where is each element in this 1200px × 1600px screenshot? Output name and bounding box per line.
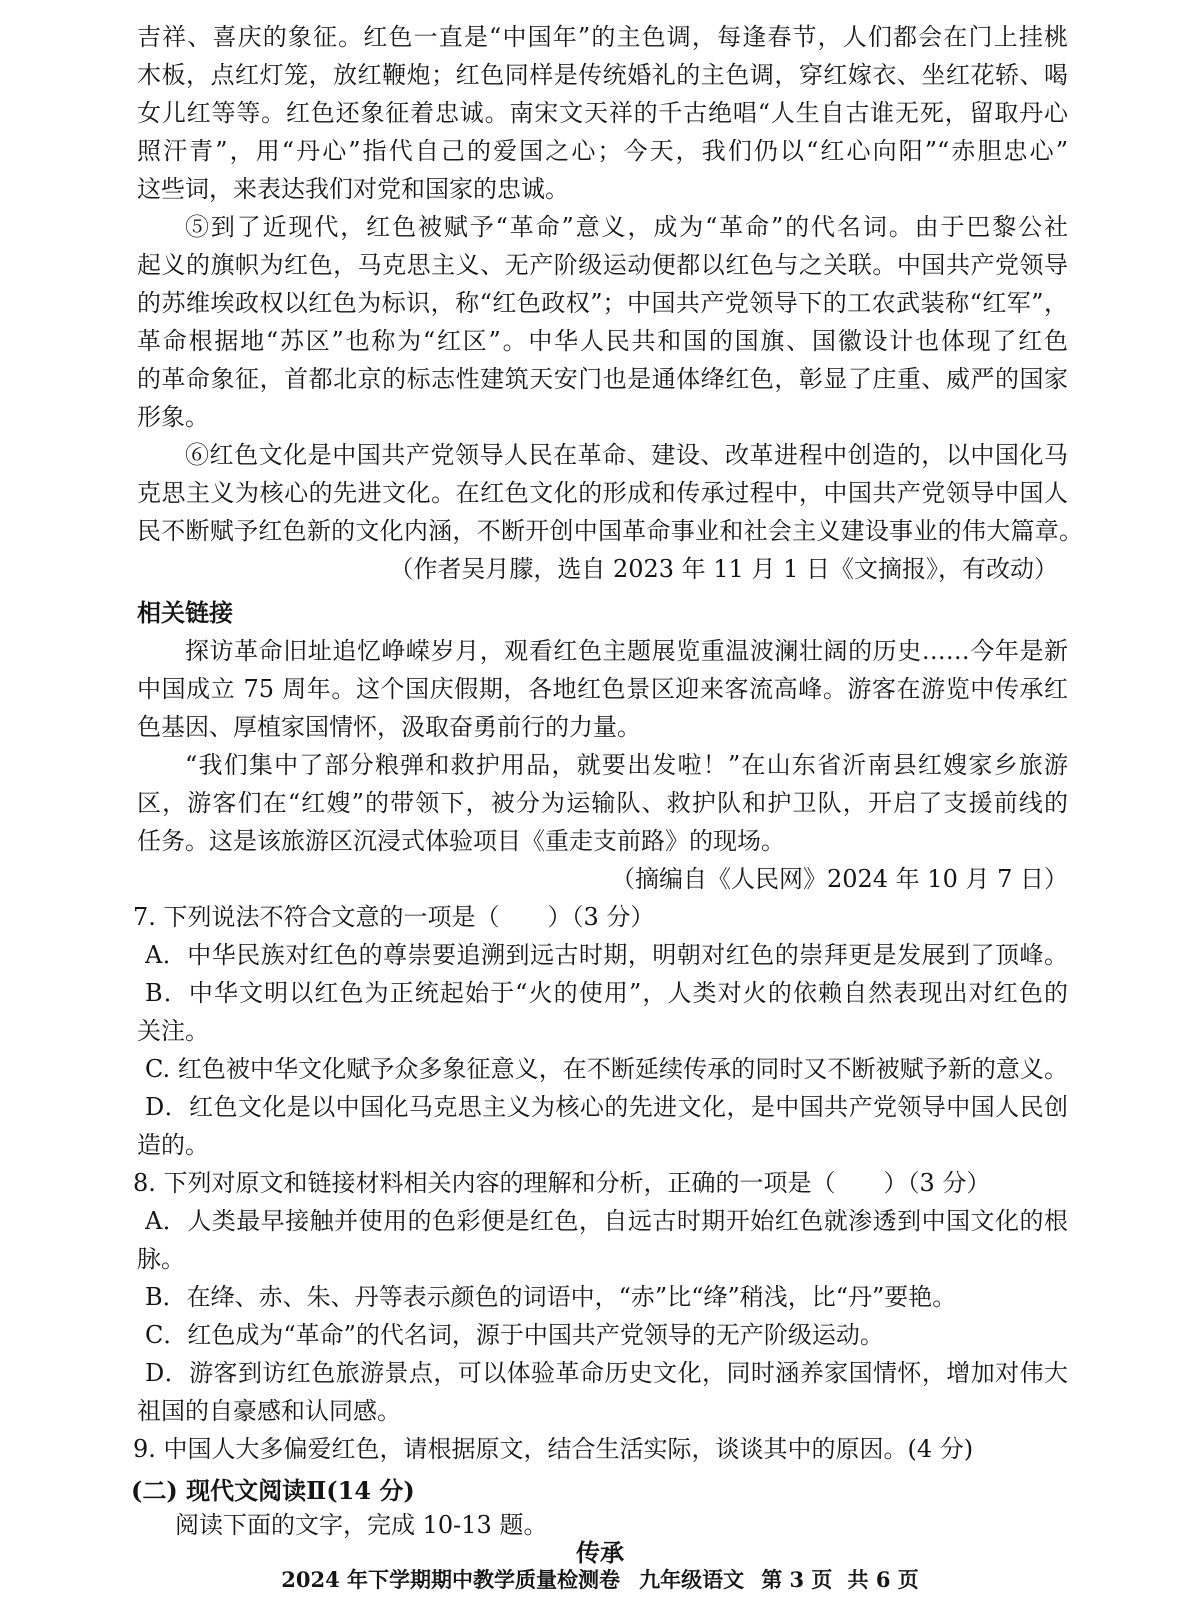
option-a-cont: 脉。 (137, 1245, 185, 1273)
text-line: “我们集中了部分粮弹和救护用品，就要出发啦！”在山东省沂南县红嫂家乡旅游 (185, 751, 1068, 779)
footer-exam-name: 2024 年下学期期中教学质量检测卷 (281, 1567, 620, 1592)
question-9-stem: 9. 中国人大多偏爱红色，请根据原文，结合生活实际，谈谈其中的原因。(4 分) (133, 1435, 974, 1463)
text-line: 这些词，来表达我们对党和国家的忠诚。 (137, 175, 569, 203)
text-line: 色基因、厚植家国情怀，汲取奋勇前行的力量。 (137, 713, 641, 741)
text-line: 克思主义为核心的先进文化。在红色文化的形成和传承过程中，中国共产党领导中国人 (137, 479, 1068, 507)
footer-subject: 九年级语文 (639, 1567, 745, 1592)
related-link-source: （摘编自《人民网》2024 年 10 月 7 日） (610, 865, 1068, 893)
related-link-heading: 相关链接 (137, 598, 233, 627)
text-line: 起义的旗帜为红色，马克思主义、无产阶级运动便都以红色与之关联。中国共产党领导 (137, 251, 1068, 279)
option-d-cont: 造的。 (137, 1131, 209, 1159)
text-line: 女儿红等等。红色还象征着忠诚。南宋文天祥的千古绝唱“人生自古谁无死，留取丹心 (137, 99, 1068, 127)
text-line: 照汗青”，用“丹心”指代自己的爱国之心；今天，我们仍以“红心向阳”“赤胆忠心” (137, 137, 1068, 165)
footer-page-current: 第 3 页 (761, 1567, 833, 1592)
text-line: 区，游客们在“红嫂”的带领下，被分为运输队、救护队和护卫队，开启了支援前线的 (137, 789, 1068, 817)
source-note: （作者吴月朦，选自 2023 年 11 月 1 日《文摘报》，有改动） (389, 555, 1058, 583)
option-c: C. 红色被中华文化赋予众多象征意义，在不断延续传承的同时又不断被赋予新的意义。 (145, 1055, 1068, 1083)
option-d-cont: 祖国的自豪感和认同感。 (137, 1397, 401, 1425)
text-line: 的革命象征，首都北京的标志性建筑天安门也是通体绛红色，彰显了庄重、威严的国家 (137, 365, 1068, 393)
option-b: B．在绛、赤、朱、丹等表示颜色的词语中，“赤”比“绛”稍浅，比“丹”要艳。 (145, 1283, 957, 1311)
question-stem: 8. 下列对原文和链接材料相关内容的理解和分析，正确的一项是（ ）（3 分） (133, 1169, 991, 1197)
section-instruction: 阅读下面的文字，完成 10-13 题。 (175, 1511, 548, 1539)
option-d: D．红色文化是以中国化马克思主义为核心的先进文化，是中国共产党领导中国人民创 (145, 1093, 1068, 1121)
text-line: ⑥红色文化是中国共产党领导人民在革命、建设、改革进程中创造的，以中国化马 (185, 441, 1068, 469)
option-a: A．中华民族对红色的尊崇要追溯到远古时期，明朝对红色的崇拜更是发展到了顶峰。 (145, 941, 1068, 969)
footer-page-total: 共 6 页 (847, 1567, 919, 1592)
text-line: 探访革命旧址追忆峥嵘岁月，观看红色主题展览重温波澜壮阔的历史……今年是新 (185, 637, 1068, 665)
question-stem: 7. 下列说法不符合文意的一项是（ ）（3 分） (133, 903, 655, 931)
text-line: 的苏维埃政权以红色为标识，称“红色政权”；中国共产党领导下的工农武装称“红军”， (137, 289, 1068, 317)
option-a: A．人类最早接触并使用的色彩便是红色，自远古时期开始红色就渗透到中国文化的根 (145, 1207, 1068, 1235)
text-line: ⑤到了近现代，红色被赋予“革命”意义，成为“革命”的代名词。由于巴黎公社 (185, 213, 1068, 241)
text-line: 吉祥、喜庆的象征。红色一直是“中国年”的主色调，每逢春节，人们都会在门上挂桃 (137, 23, 1068, 51)
text-line: 中国成立 75 周年。这个国庆假期，各地红色景区迎来客流高峰。游客在游览中传承红 (137, 675, 1068, 703)
story-title: 传承 (576, 1538, 624, 1567)
text-line: 任务。这是该旅游区沉浸式体验项目《重走支前路》的现场。 (137, 827, 785, 855)
option-d: D．游客到访红色旅游景点，可以体验革命历史文化，同时涵养家国情怀，增加对伟大 (145, 1359, 1068, 1387)
page-footer (0, 1564, 1200, 1598)
text-line: 革命根据地“苏区”也称为“红区”。中华人民共和国的国旗、国徽设计也体现了红色 (137, 327, 1068, 355)
text-line: 民不断赋予红色新的文化内涵，不断开创中国革命事业和社会主义建设事业的伟大篇章。 (137, 517, 1083, 545)
text-line: 形象。 (137, 403, 209, 431)
option-b-cont: 关注。 (137, 1017, 209, 1045)
option-c: C．红色成为“革命”的代名词，源于中国共产党领导的无产阶级运动。 (145, 1321, 884, 1349)
section-heading: (二) 现代文阅读Ⅱ(14 分) (131, 1476, 415, 1505)
text-line: 木板，点红灯笼，放红鞭炮；红色同样是传统婚礼的主色调，穿红嫁衣、坐红花轿、喝 (137, 61, 1068, 89)
option-b: B．中华文明以红色为正统起始于“火的使用”，人类对火的依赖自然表现出对红色的 (145, 979, 1068, 1007)
